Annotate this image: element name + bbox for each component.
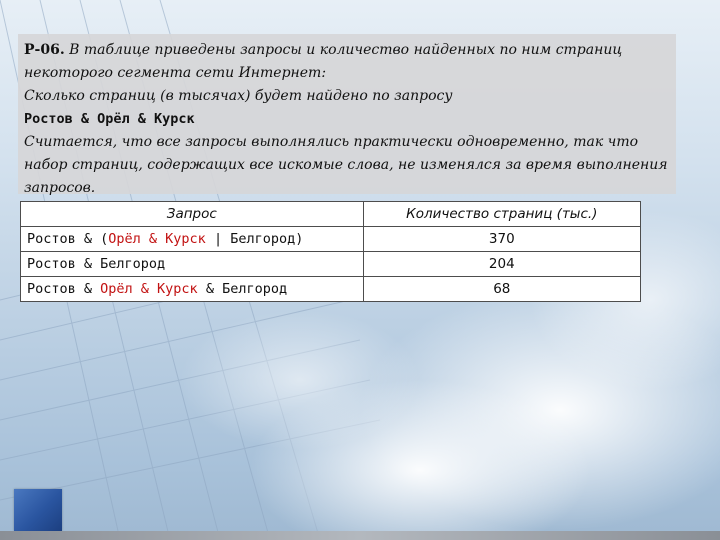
query-highlight: Орёл & Курск [100, 281, 198, 297]
count-cell: 68 [363, 277, 640, 302]
count-cell: 204 [363, 252, 640, 277]
query-table [20, 201, 641, 302]
query-cell [21, 252, 364, 277]
target-query: Ростов & Орёл & Курск [24, 111, 195, 127]
task-question: Сколько страниц (в тысячах) будет найдено по запросу [24, 88, 453, 104]
task-intro-cont: некоторого сегмента сети Интернет: [24, 65, 327, 81]
task-statement [18, 34, 676, 194]
query-text: & Белгород [197, 281, 288, 297]
query-cell [21, 227, 364, 252]
query-text: Ростов & Белгород [27, 256, 166, 272]
header-count: Количество страниц (тыс.) [363, 202, 640, 227]
task-id: Р-06. [24, 42, 65, 58]
header-query: Запрос [21, 202, 364, 227]
table-row [21, 227, 641, 252]
decorative-blue-square [14, 489, 62, 531]
query-cell [21, 277, 364, 302]
query-highlight: Орёл & Курск [108, 231, 206, 247]
task-note-line-1: Считается, что все запросы выполнялись практически одновременно, так что [24, 134, 639, 150]
task-intro: В таблице приведены запросы и количество найденных по ним страниц [69, 42, 623, 58]
bottom-bar [0, 531, 720, 540]
table-header-row [21, 202, 641, 227]
table-row [21, 252, 641, 277]
query-text: | Белгород) [205, 231, 304, 247]
table-row [21, 277, 641, 302]
count-cell: 370 [363, 227, 640, 252]
query-text: Ростов & [27, 281, 101, 297]
query-text: Ростов & ( [27, 231, 109, 247]
task-note-line-3: запросов. [24, 180, 96, 196]
task-note-line-2: набор страниц, содержащих все искомые слова, не изменялся за время выполнения [24, 157, 668, 173]
task-intro-line [24, 39, 670, 62]
